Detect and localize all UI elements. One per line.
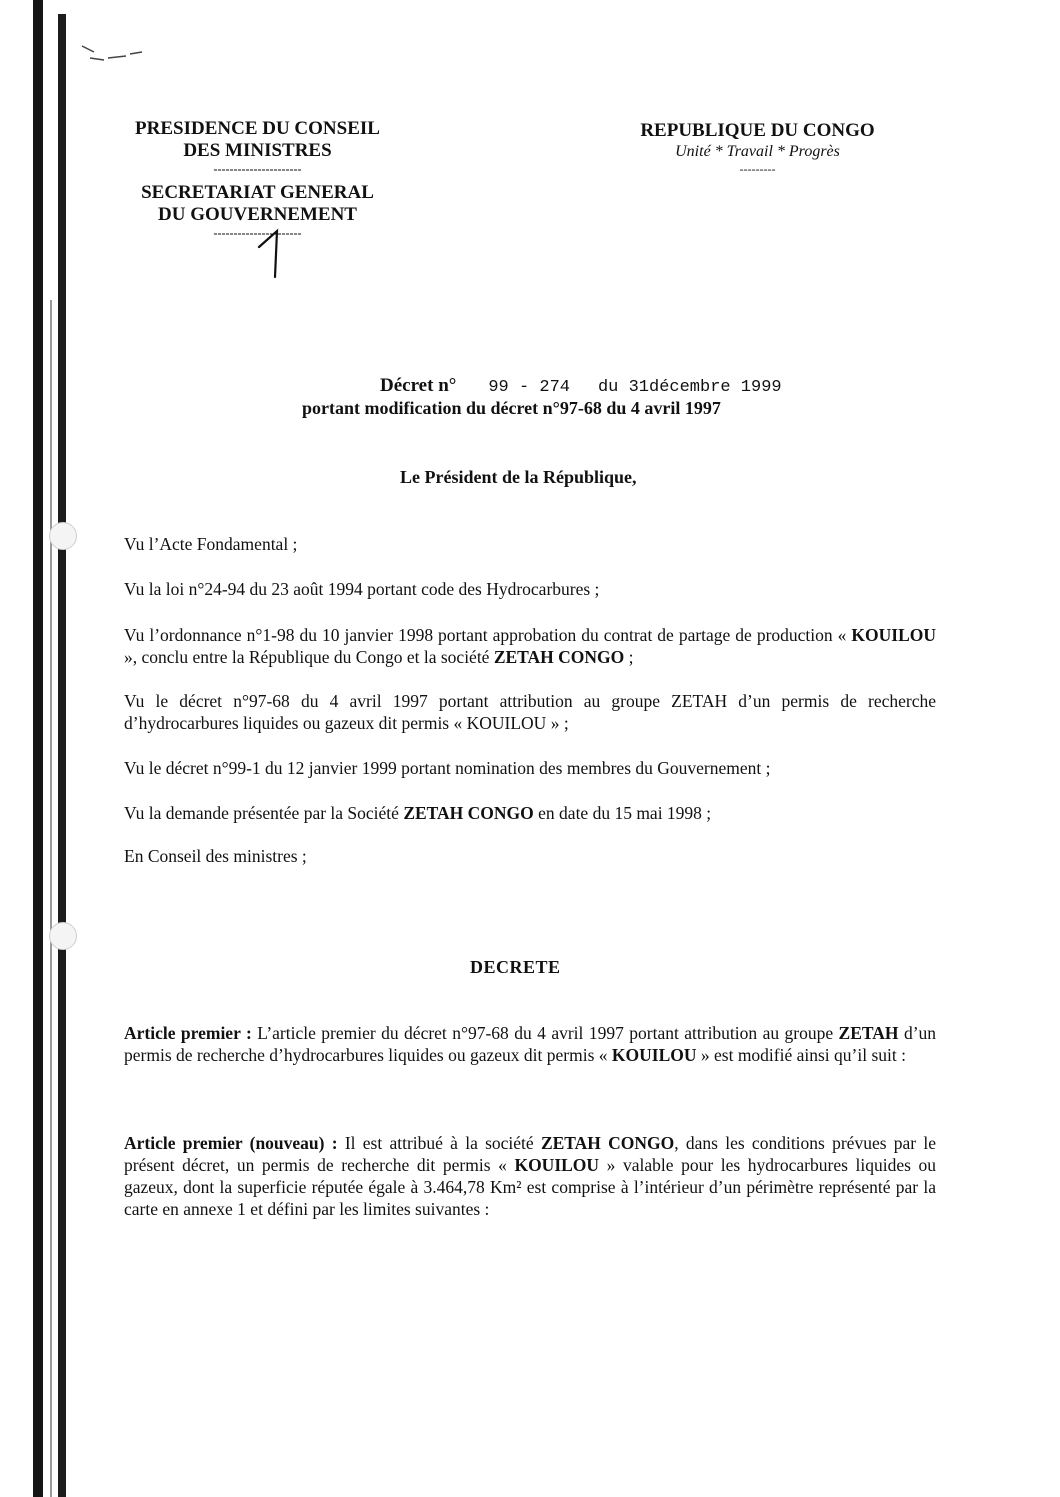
- visa-paragraph: Vu l’Acte Fondamental ;: [124, 534, 298, 554]
- issuer-header: [120, 118, 395, 240]
- decree-subtitle: portant modification du décret n°97-68 du 4 avril 1997: [302, 398, 721, 418]
- decrete-heading: DECRETE: [470, 957, 561, 977]
- article-paragraph: [124, 1132, 936, 1220]
- decree-date: du 31décembre 1999: [597, 378, 782, 397]
- scan-scribble: [80, 42, 150, 72]
- punch-hole: [49, 922, 77, 950]
- article-label: Article premier :: [124, 1023, 252, 1043]
- decree-title: [380, 375, 782, 397]
- handwritten-mark: [255, 225, 295, 281]
- national-motto: Unité * Travail * Progrès: [675, 143, 840, 160]
- binding-edge: [33, 0, 43, 1497]
- visa-paragraph: Vu l’ordonnance n°1-98 du 10 janvier 1998 portant approbation du contrat de partage de production « KOUILOU », conclu entre la République du Congo et la société ZETAH CONGO ;: [124, 625, 936, 667]
- article-text: Il est attribué à la société ZETAH CONGO, dans les conditions prévues par le présent décret, un permis de recherche dit permis « KOUILOU » valable pour les hydrocarbures liquides ou gazeux, dont la superficie réputée égale à 3.464,78 Km² est comprise à l’intérieur d’un périmètre représenté par la carte en annexe 1 et défini par les limites suivantes :: [124, 1133, 937, 1219]
- visa-paragraph: Vu le décret n°99-1 du 12 janvier 1999 portant nomination des membres du Gouvernement ;: [124, 758, 771, 778]
- issuer-line: DU GOUVERNEMENT: [158, 204, 357, 225]
- article-text: L’article premier du décret n°97-68 du 4 avril 1997 portant attribution au groupe ZETAH d’un permis de recherche d’hydrocarbures liquides ou gazeux dit permis « KOUILOU » est modifié ainsi qu’il suit :: [124, 1023, 937, 1065]
- article-label: Article premier (nouveau) :: [124, 1133, 338, 1153]
- issuer-line: SECRETARIAT GENERAL: [141, 182, 374, 203]
- binding-edge: [58, 14, 66, 1497]
- visa-paragraph: En Conseil des ministres ;: [124, 846, 307, 866]
- separator: ----------------------: [213, 162, 302, 176]
- separator: ----------------------: [213, 226, 302, 240]
- country-name: REPUBLIQUE DU CONGO: [640, 120, 875, 141]
- issuer-line: PRESIDENCE DU CONSEIL: [135, 118, 380, 139]
- decree-label: Décret n°: [380, 375, 457, 396]
- president-heading: Le Président de la République,: [400, 467, 637, 487]
- visa-paragraph: Vu le décret n°97-68 du 4 avril 1997 portant attribution au groupe ZETAH d’un permis de recherche d’hydrocarbures liquides ou gazeux dit permis « KOUILOU » ;: [124, 691, 936, 733]
- article-paragraph: [124, 1022, 936, 1066]
- scan-line: [50, 300, 52, 1497]
- issuer-line: DES MINISTRES: [183, 140, 332, 161]
- visa-paragraph: Vu la loi n°24-94 du 23 août 1994 portant code des Hydrocarbures ;: [124, 579, 600, 599]
- country-header: [610, 120, 905, 176]
- visa-paragraph: Vu la demande présentée par la Société ZETAH CONGO en date du 15 mai 1998 ;: [124, 803, 712, 823]
- separator: ---------: [739, 162, 776, 176]
- punch-hole: [49, 522, 77, 550]
- decree-number: 99 - 274: [488, 378, 570, 397]
